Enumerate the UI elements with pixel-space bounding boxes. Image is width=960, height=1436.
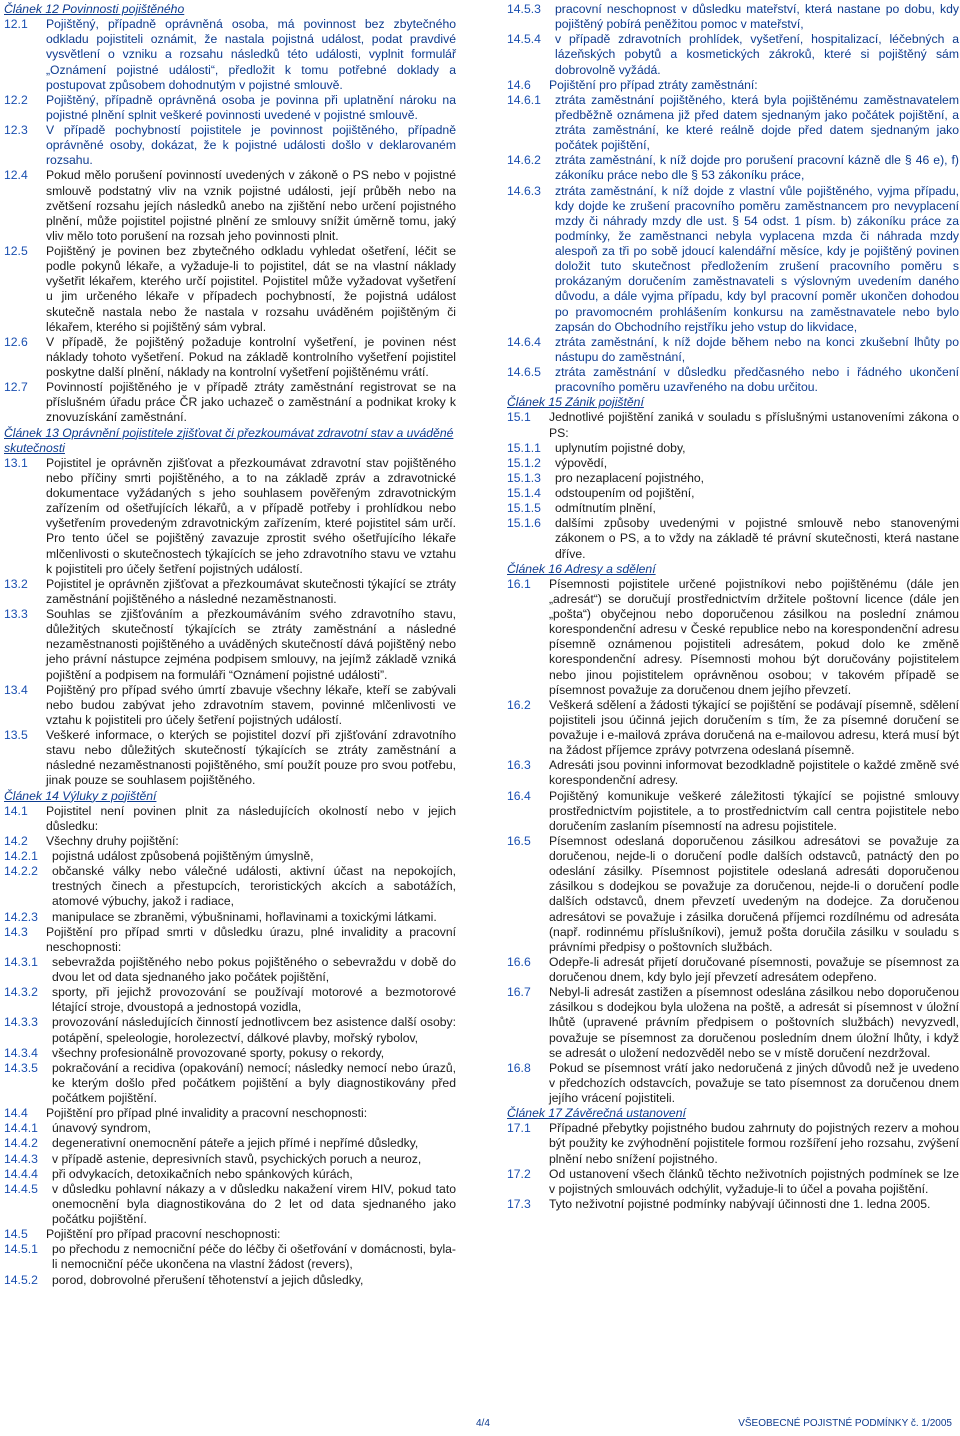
- clause-text: Pojištění pro případ smrti v důsledku úrazu, plné invalidity a pracovní neschopnosti:: [46, 924, 456, 954]
- clause-text: Pojistitel je oprávněn zjišťovat a přezkoumávat skutečnosti týkající se ztráty zaměstnání pojištěného a následné nezaměstnanosti.: [46, 576, 456, 606]
- clause-text: degenerativní onemocnění páteře a jejich přímé i nepřímé důsledky,: [52, 1136, 419, 1151]
- clause-text: ztráta zaměstnání v důsledku předčasného nebo i řádného ukončení pracovního poměru uzavřeného na dobu určitou.: [555, 365, 959, 395]
- clause: [507, 955, 959, 985]
- subclause: [507, 456, 959, 471]
- subclause: [4, 1046, 456, 1061]
- clause: [507, 410, 959, 440]
- clause-text: Odepře-li adresát přijetí doručované písemnosti, považuje se písemnost za doručenou dnem, kdy bylo její převzetí adresátem odepřeno.: [549, 954, 959, 984]
- clause-text: dalšími způsoby uvedenými v pojistné smlouvě nebo stanovenými zákonem o PS, a to vždy na základě té právní skutečnosti, která nastane dříve.: [555, 516, 959, 561]
- clause-text: pokračování a recidiva (opakování) nemocí; následky nemocí nebo úrazů, ke kterým došlo před počátkem pojištění a byly diagnostikovány před počátkem pojištění.: [52, 1060, 456, 1105]
- clause-text: Povinností pojištěného je v případě ztráty zaměstnání registrovat se na příslušném úřadu práce ČR jako uchazeč o zaměstnání a podnikat kroky k znovuzískání zaměstnání.: [46, 380, 456, 425]
- clause-text: pro nezaplacení pojistného,: [555, 470, 705, 485]
- subclause: [4, 1167, 456, 1182]
- clause-text: Od ustanovení všech článků těchto neživotních pojistných podmínek se lze v pojistných smlouvách odchýlit, vyžaduje-li to účel a povaha pojištění.: [549, 1166, 959, 1196]
- subclause: [4, 1015, 456, 1045]
- clause-text: Pojištěný komunikuje veškeré záležitosti týkající se pojistné smlouvy prostřednictvím pojistitele, a to prostřednictvím call centra pojistitele nebo doručením zaslaním písemností na adresu pojistitele.: [549, 788, 959, 833]
- clause: [4, 804, 456, 834]
- subclause: [4, 910, 456, 925]
- clause-number: 14.4.4: [4, 1166, 38, 1181]
- article-heading: Článek 17 Závěrečná ustanovení: [507, 1106, 686, 1121]
- clause-number: 15.1.6: [507, 516, 541, 531]
- clause: [4, 168, 456, 244]
- subclause: [507, 153, 959, 183]
- clause-number: 13.2: [4, 576, 28, 591]
- clause-text: Všechny druhy pojištění:: [46, 833, 179, 848]
- clause-number: 16.3: [507, 758, 531, 773]
- clause-text: výpovědí,: [555, 455, 608, 470]
- clause-number: 16.7: [507, 985, 531, 1000]
- subclause: [4, 1136, 456, 1151]
- clause-text: Pojistitel není povinen plnit za následujících okolností nebo v jejich důsledku:: [46, 803, 456, 833]
- clause-number: 12.6: [4, 334, 28, 349]
- clause-text: Adresáti jsou povinni informovat bezodkladně pojistitele o každé změně své korespondenční adresy.: [549, 758, 959, 788]
- clause-number: 14.4.1: [4, 1121, 38, 1136]
- clause-text: manipulace se zbraněmi, výbušninami, hořlavinami a toxickými látkami.: [52, 909, 437, 924]
- clause-text: občanské války nebo válečné události, aktivní účast na nepokojích, trestných činech a přestupcích, teroristických akcích a sabotážích, atomové výbuchy, jakož i radiace,: [52, 864, 456, 909]
- clause-number: 16.8: [507, 1060, 531, 1075]
- clause-number: 16.5: [507, 833, 531, 848]
- clause-number: 14.5.2: [4, 1272, 38, 1287]
- clause-text: pojistná událost způsobená pojištěným úmyslně,: [52, 849, 314, 863]
- clause-number: 14.4: [4, 1106, 28, 1121]
- clause: [4, 728, 456, 789]
- clause-number: 14.2.1: [4, 849, 38, 863]
- clause: [4, 244, 456, 335]
- article-heading: Článek 15 Zánik pojištění: [507, 395, 644, 410]
- subclause: [507, 93, 959, 154]
- subclause: [507, 516, 959, 561]
- clause-number: 14.3.4: [4, 1045, 38, 1060]
- clause-number: 14.2: [4, 833, 28, 848]
- clause-number: 13.5: [4, 728, 28, 742]
- clause-number: 12.5: [4, 244, 28, 258]
- clause-number: 16.6: [507, 954, 531, 969]
- subclause: [507, 184, 959, 335]
- clause: [4, 925, 456, 955]
- clause-text: Písemnost odeslaná doporučenou zásilkou adresátovi se považuje za doručenou, nejde-li o doručení podle dalších odstavců, patnáctý den po odeslání zásilky. Písemnost pojistitele odeslaná adresáti doporučenou zásilkou s dodejkou se považuje za doručenou, nejde-li o doručení podle dalších odstavců, dnem převzetí uvedeným na dodejce. Za doručenou adresátovi se považuje i zásilka doručená příjemci rozdílnému od adresáta (např. rodinnému příslušníkovi), jemuž pošta doručila zásilku v souladu s právními předpisy o poštovních službách.: [549, 833, 959, 954]
- clause-number: 14.6.5: [507, 365, 541, 379]
- clause-text: odmítnutím plnění,: [555, 501, 656, 516]
- clause-text: sporty, při jejichž provozování se používají motorové a bezmotorové létající stroje, dvoustopá a jednostopá vozidla,: [52, 985, 456, 1015]
- clause-text: Souhlas se zjišťováním a přezkoumáváním svého zdravotního stavu, důležitých skutečností týkajících se ztráty zaměstnání a následné nezaměstnanosti pojištěného a uváděných skutečností dává pojištěný nebo jeho právní nástupce zejména podpisem smlouvy, na jejímž základě vzniká pojištění a podpisem na formuláři “Oznámení pojistné události”.: [46, 607, 456, 682]
- clause-text: V případě, že pojištěný požaduje kontrolní vyšetření, je povinen nést náklady tohoto vyšetření. Pokud na základě kontrolního vyšetření pojistitel poskytne další plnění, náklady na kontrolní vyšetření pojištěnému vrátí.: [46, 334, 456, 379]
- clause-number: 17.1: [507, 1121, 531, 1136]
- clause-text: Tyto neživotní pojistné podmínky nabývají účinnosti dne 1. ledna 2005.: [549, 1196, 931, 1211]
- subclause: [4, 1182, 456, 1227]
- subclause: [4, 955, 456, 985]
- clause: [507, 1197, 959, 1212]
- subclause: [507, 365, 959, 395]
- clause: [507, 834, 959, 955]
- clause: [4, 834, 456, 849]
- subclause: [507, 441, 959, 456]
- clause-text: v případě zdravotních prohlídek, vyšetření, hospitalizací, léčebných a lázeňských pobytů a kosmetických zákroků, které si pojištěný sám dobrovolně vyžádá.: [555, 32, 959, 77]
- clause-text: ztráta zaměstnání, k níž dojde během nebo na konci zkušební lhůty po nástupu do zaměstnání,: [555, 334, 959, 364]
- clause-number: 13.4: [4, 682, 28, 697]
- clause-number: 14.2.3: [4, 909, 38, 924]
- clause-number: 15.1: [507, 410, 531, 425]
- clause-text: Veškeré informace, o kterých se pojistitel dozví při zjišťování zdravotního stavu nebo důležitých skutečností týkajících se ztráty zaměstnání a následné nezaměstnanosti pojištěného, smí použít pouze pro svou potřebu, jinak pouze se souhlasem pojištěného.: [46, 728, 456, 788]
- clause-text: uplynutím pojistné doby,: [555, 440, 686, 455]
- clause-number: 14.2.2: [4, 864, 38, 879]
- subclause: [4, 1152, 456, 1167]
- clause-text: Pojištěný je povinen bez zbytečného odkladu vyhledat ošetření, léčit se podle pokynů lékaře, a vyžaduje-li to pojistitel, dát se na vlastní náklady vyšetřit lékařem, kterého určí pojistitel. Pojistitel může vyžadovat vyšetření u jim určeného lékaře v případech pochybností, že pojistná událost skutečně nastala nebo že nastala v rozsahu uváděném pojištěným či lékařem, kterého si pojištěný sám vybral.: [46, 244, 456, 334]
- clause: [4, 1106, 456, 1121]
- clause-number: 16.4: [507, 788, 531, 803]
- clause-number: 12.4: [4, 168, 28, 183]
- clause-number: 14.3.5: [4, 1060, 38, 1075]
- clause-text: porod, dobrovolné přerušení těhotenství a jejich důsledky,: [52, 1272, 364, 1287]
- clause-text: Případné přebytky pojistného budou zahrnuty do pojistných rezerv a mohou být použity ke zvýhodnění pojistitele formou rozšíření jeho rozsahu, zvýšení plnění nebo snížení pojistného.: [549, 1121, 959, 1166]
- clause-number: 15.1.3: [507, 470, 541, 485]
- subclause: [507, 486, 959, 501]
- clause-text: odstoupením od pojištění,: [555, 486, 695, 500]
- clause-text: Pojištěný, případně oprávněná osoba, má povinnost bez zbytečného odkladu pojistiteli oznámit, že nastala pojistná událost, podat pravdivé vysvětlení o vzniku a rozsahu následků této události, vyplnit formulář „Oznámení pojistné události“, předložit k tomu potřebné doklady a postupovat způsobem dohodnutým v pojistné smlouvě.: [46, 17, 456, 92]
- clause: [507, 577, 959, 698]
- clause: [507, 698, 959, 759]
- clause-number: 14.5.4: [507, 32, 541, 47]
- clause-text: ztráta zaměstnání, k níž dojde z vlastní vůle pojištěného, vyjma případu, kdy dojde ke zrušení pracovního poměru zaměstnancem pro nevyplacení mzdy či náhrady mzdy dle ust. § 54 odst. 1 písm. b) zákoníku práce za podmínky, že zaměstnanci nebyla vyplacena mzda či náhrada mzdy alespoň za tři po sobě jdoucí kalendářní měsíce, kdy je pojištěný povinen doložit tuto skutečnost předložením zrušení pracovního poměru s prokázaným doručením zaměstnavateli s výslovným uvedením daného důvodu, a dále vyjma případu, kdy byl pracovní poměr ukončen dohodou po pravomocném prohlášením konkursu na zaměstnavatele nebo bylo zapsán do Obchodního rejstříku jeho vstup do likvidace,: [555, 183, 959, 334]
- clause: [4, 335, 456, 380]
- clause-text: Pokud mělo porušení povinností uvedených v zákoně o PS nebo v pojistné smlouvě podstatný vliv na vznik pojistné události, její průběh nebo na zvětšení rozsahu jejích následků anebo na zjištění nebo určení pojistného plnění, může pojistitel pojistné plnění ze smlouvy snížit úměrně tomu, jaký vliv mělo toto porušení na rozsah jeho povinnosti plnit.: [46, 168, 456, 243]
- clause: [507, 985, 959, 1061]
- subclause: [4, 1121, 456, 1136]
- subclause: [4, 864, 456, 909]
- clause-text: Pojištěný pro případ svého úmrtí zbavuje všechny lékaře, kteří se zabývali nebo budou zabývat jeho zdravotním stavem, povinné mlčenlivosti ve vztahu k pojistiteli pro účely šetření pojistných událostí.: [46, 682, 456, 727]
- clause: [507, 1061, 959, 1106]
- clause-text: Pojištění pro případ plné invalidity a pracovní neschopnosti:: [46, 1106, 368, 1121]
- clause-number: 12.3: [4, 123, 28, 137]
- clause-number: 14.6.4: [507, 334, 541, 349]
- clause: [4, 17, 456, 93]
- clause-number: 13.3: [4, 607, 28, 621]
- clause-text: všechny profesionálně provozované sporty, pokusy o rekordy,: [52, 1045, 385, 1060]
- clause-text: Nebyl-li adresát zastižen a písemnost odeslána zásilkou nebo doporučenou zásilkou s dodejkou byla uložena na poště, a adresát si písemnost v úložní lhůtě (upravené právním předpisem o poštovních službách) nevyzvedl, považuje se písemnost za doručenou posledním dnem úložní lhůty, i když se adresát o uložení nedozvěděl nebo se v místě doručení nezdržoval.: [549, 985, 959, 1060]
- clause-text: Písemnosti pojistitele určené pojistníkovi nebo pojištěnému (dále jen „adresát“) se doručují prostřednictvím držitele poštovní licence (dále jen „pošta“) obyčejnou nebo doporučenou zásilkou na poslední známou korespondenční adresu v České republice nebo na korespondenční adresu písemně oznámenou pojistiteli adresátem, pokud dolo ke změně korespondenční adresy. Písemnosti mohou být doručovány pojistitelem nebo jinou pojistitelem oprávněnou osobou; v takovém případě se písemnost považuje za doručenou dnem jejího převzetí.: [549, 576, 959, 697]
- subclause: [507, 501, 959, 516]
- clause: [4, 456, 456, 577]
- clause-text: provozování následujících činností jednotlivcem bez asistence další osoby: potápění, speleologie, horolezectví, dálkové plavby, mořský rybolov,: [52, 1015, 456, 1045]
- clause-number: 14.3: [4, 924, 28, 939]
- clause: [507, 1167, 959, 1197]
- clause-text: v důsledku pohlavní nákazy a v důsledku nakažení virem HIV, pokud tato onemocnění byla diagnostikována do 2 let od data sjednaného jako počátku pojištění.: [52, 1181, 456, 1226]
- clause-number: 15.1.5: [507, 501, 541, 516]
- clause-number: 14.5.3: [507, 2, 541, 16]
- clause-number: 13.1: [4, 455, 28, 470]
- clause-number: 16.2: [507, 697, 531, 712]
- clause-number: 14.3.2: [4, 985, 38, 1000]
- clause-text: pracovní neschopnost v důsledku mateřství, která nastane po dobu, kdy pojištěný pobírá peněžitou pomoc v mateřství,: [555, 2, 959, 32]
- clause-text: ztráta zaměstnání pojištěného, která byla pojištěnému zaměstnavatelem předběžně oznámena již před datem sjednaným jako počátek pojištění, a ztráta zaměstnání, ke které reálně dojde před datem sjednaným jako počátek pojištění,: [555, 92, 959, 153]
- clause-text: Veškerá sdělení a žádosti týkající se pojištění se podávají písemně, sdělení pojistiteli jsou účinná jejich doručením s tím, že za písemné doručení se považuje i e-mailová zpráva doručená na e-mailovou adresu, která musí být na žádost příjemce zprávy potvrzena odeslaná písemně.: [549, 697, 959, 758]
- subclause: [4, 849, 456, 864]
- clause-number: 17.3: [507, 1196, 531, 1211]
- clause-text: Pojistitel je oprávněn zjišťovat a přezkoumávat zdravotní stav pojištěného nebo příčiny smrti pojištěného, a to na základě zpráv a zdravotnické dokumentace vyžádaných s jeho souhlasem pověřeným zdravotnickým zařízením od ošetřujících lékařů, a v případě potřeby i prohlídkou nebo vyšetřením provedeným zdravotnickým zařízením, které pojistitel sám určí. Pro tento účel se pojištěný zavazuje zprostit svého ošetřujícího lékaře mlčenlivosti o skutečnostech týkajících se jeho zdravotního stavu ve vztahu k pojistiteli pro účely šetření pojistných událostí.: [46, 455, 456, 576]
- subclause: [507, 32, 959, 77]
- article-heading: Článek 13 Oprávnění pojistitele zjišťovat či přezkoumávat zdravotní stav a uváděné skutečnosti: [4, 425, 454, 455]
- footer-title: VŠEOBECNÉ POJISTNÉ PODMÍNKY č. 1/2005: [738, 1418, 952, 1429]
- clause-text: Pojištění pro případ pracovní neschopnosti:: [46, 1227, 281, 1242]
- clause-number: 14.3.1: [4, 954, 38, 969]
- clause: [507, 78, 959, 93]
- clause: [4, 607, 456, 683]
- clause: [4, 1227, 456, 1242]
- clause-number: 16.1: [507, 576, 531, 591]
- clause-text: ztráta zaměstnání, k níž dojde pro porušení pracovní kázně dle § 46 e), f) zákoníku práce nebo dle § 53 zákoníku práce,: [555, 153, 959, 183]
- clause-number: 14.3.3: [4, 1015, 38, 1030]
- clause-number: 14.4.3: [4, 1151, 38, 1166]
- clause-number: 12.7: [4, 380, 28, 395]
- article-heading: Článek 12 Povinnosti pojištěného: [4, 2, 185, 16]
- clause-number: 14.6.3: [507, 183, 541, 198]
- clause: [4, 123, 456, 168]
- clause: [4, 577, 456, 607]
- subclause: [507, 471, 959, 486]
- subclause: [4, 1273, 456, 1288]
- page-number: 4/4: [476, 1418, 490, 1429]
- clause-number: 12.2: [4, 92, 28, 107]
- clause-number: 15.1.2: [507, 455, 541, 470]
- clause-number: 14.1: [4, 803, 28, 818]
- clause: [4, 380, 456, 425]
- clause: [507, 1121, 959, 1166]
- subclause: [4, 1242, 456, 1272]
- clause: [507, 789, 959, 834]
- clause-text: Pokud se písemnost vrátí jako nedoručená z jiných důvodů než je uvedeno v předchozích odstavcích, považuje se tato písemnost za doručenou dnem jejího vrácení pojistiteli.: [549, 1060, 959, 1105]
- clause-text: Pojištění pro případ ztráty zaměstnání:: [549, 77, 758, 92]
- clause-text: sebevražda pojištěného nebo pokus pojištěného o sebevraždu v době do dvou let od data sjednaného jako počátek pojištění,: [52, 954, 456, 984]
- clause-number: 14.6: [507, 77, 531, 92]
- clause-text: v případě astenie, depresivních stavů, psychických poruch a neuroz,: [52, 1151, 422, 1166]
- clause-text: únavový syndrom,: [52, 1121, 151, 1136]
- clause-text: Jednotlivé pojištění zaniká v souladu s příslušnými ustanoveními zákona o PS:: [549, 410, 959, 440]
- subclause: [4, 1061, 456, 1106]
- subclause: [507, 2, 959, 32]
- right-column: [507, 2, 959, 1212]
- article-heading: Článek 16 Adresy a sdělení: [507, 561, 656, 576]
- clause-number: 14.5: [4, 1227, 28, 1242]
- left-column: [4, 2, 456, 1288]
- clause-text: při odvykacích, detoxikačních nebo spánkových kúrách,: [52, 1166, 353, 1181]
- clause-text: Pojištěný, případně oprávněná osoba je povinna při uplatnění nároku na pojistné plnění splnit veškeré povinnosti uvedené v pojistné smlouvě.: [46, 92, 456, 122]
- clause: [4, 93, 456, 123]
- subclause: [507, 335, 959, 365]
- clause-number: 15.1.4: [507, 486, 541, 500]
- clause-number: 12.1: [4, 17, 28, 32]
- clause-number: 14.4.5: [4, 1181, 38, 1196]
- clause: [507, 758, 959, 788]
- subclause: [4, 985, 456, 1015]
- article-heading: Článek 14 Výluky z pojištění: [4, 788, 157, 803]
- clause-number: 14.6.1: [507, 92, 541, 107]
- clause-number: 15.1.1: [507, 440, 541, 455]
- clause-number: 14.4.2: [4, 1136, 38, 1151]
- clause-text: po přechodu z nemocniční péče do léčby či ošetřování v domácnosti, byla-li nemocniční péče ukončena na vlastní žádost (revers),: [52, 1242, 456, 1272]
- clause-number: 14.6.2: [507, 153, 541, 168]
- clause-text: V případě pochybností pojistitele je povinnost pojištěného, případně oprávněné osoby, dokázat, že k pojistné události došlo v deklarovaném rozsahu.: [46, 123, 456, 168]
- clause: [4, 683, 456, 728]
- clause-number: 14.5.1: [4, 1242, 38, 1257]
- clause-number: 17.2: [507, 1166, 531, 1181]
